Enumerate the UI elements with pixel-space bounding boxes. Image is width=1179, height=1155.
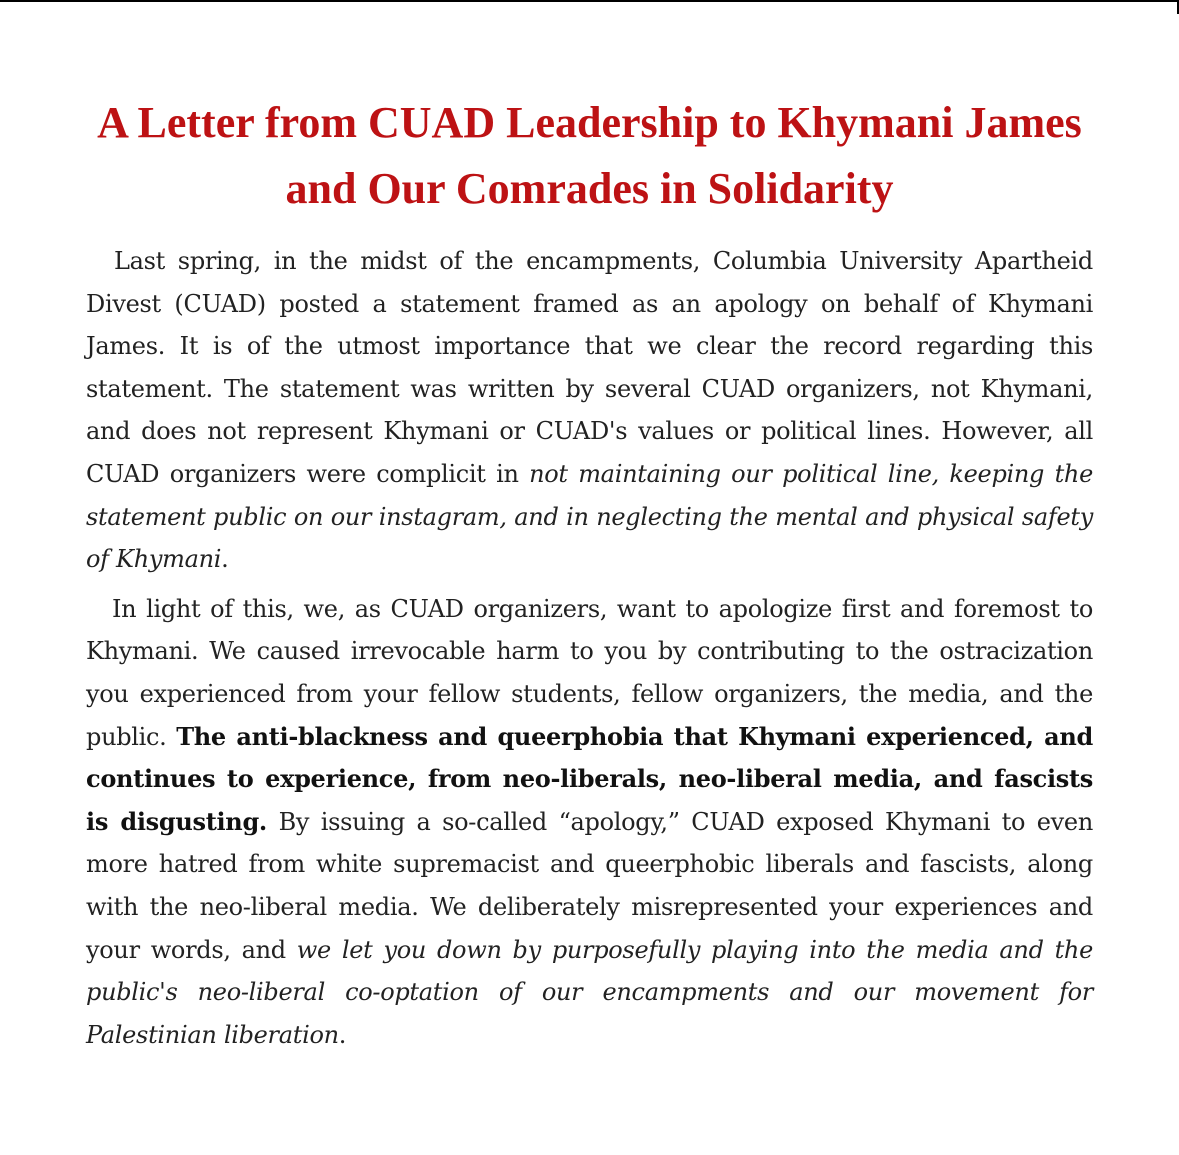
paragraph-1-text: Last spring, in the midst of the encampments, Columbia University Apartheid Divest (CUAD) posted a statement framed as an apology on behalf of Khymani James. It is of the utmost importance that we clear the record regarding this statement. The statement was written by several CUAD organizers, not Khymani, and does not represent Khymani or CUAD's values or political lines. However, all CUAD organizers were complicit in: [86, 247, 1093, 488]
paragraph-2-italic: we let you down by purposefully playing into the media and the public's neo-liberal co-optation of our encampments and our movement for Palestinian liberation: [86, 935, 1093, 1049]
paragraph-2-bold: The anti-blackness and queerphobia that Khymani experienced, and continues to experience, from neo-liberals, neo-liberal media, and fascists is disgusting.: [86, 721, 1093, 836]
paragraph-2-text-a: In light of this, we, as CUAD organizers, want to apologize first and foremost to Khymani. We caused irrevocable harm to you by contributing to the ostracization you experienced from your fellow students, fellow organizers, the media, and the public.: [86, 594, 1093, 751]
paragraph-2-text-b: By issuing a so-called “apology,” CUAD exposed Khymani to even more hatred from white supremacist and queerphobic liberals and fascists, along with the neo-liberal media. We deliberately misrepresented your experiences and your words, and: [86, 807, 1093, 964]
letter-page: [86, 90, 1093, 1056]
top-border: [0, 0, 1179, 2]
paragraph-2-end: .: [338, 1020, 347, 1049]
paragraph-2: [86, 588, 1093, 1057]
paragraph-1-italic: not maintaining our political line, keeping the statement public on our instagram, and in neglecting the mental and physical safety of Khymani: [86, 459, 1093, 574]
letter-body: [86, 240, 1093, 1056]
paragraph-1: [86, 240, 1093, 581]
paragraph-1-end: .: [221, 545, 229, 574]
letter-title: A Letter from CUAD Leadership to Khymani James and Our Comrades in Solidarity: [97, 98, 1082, 213]
